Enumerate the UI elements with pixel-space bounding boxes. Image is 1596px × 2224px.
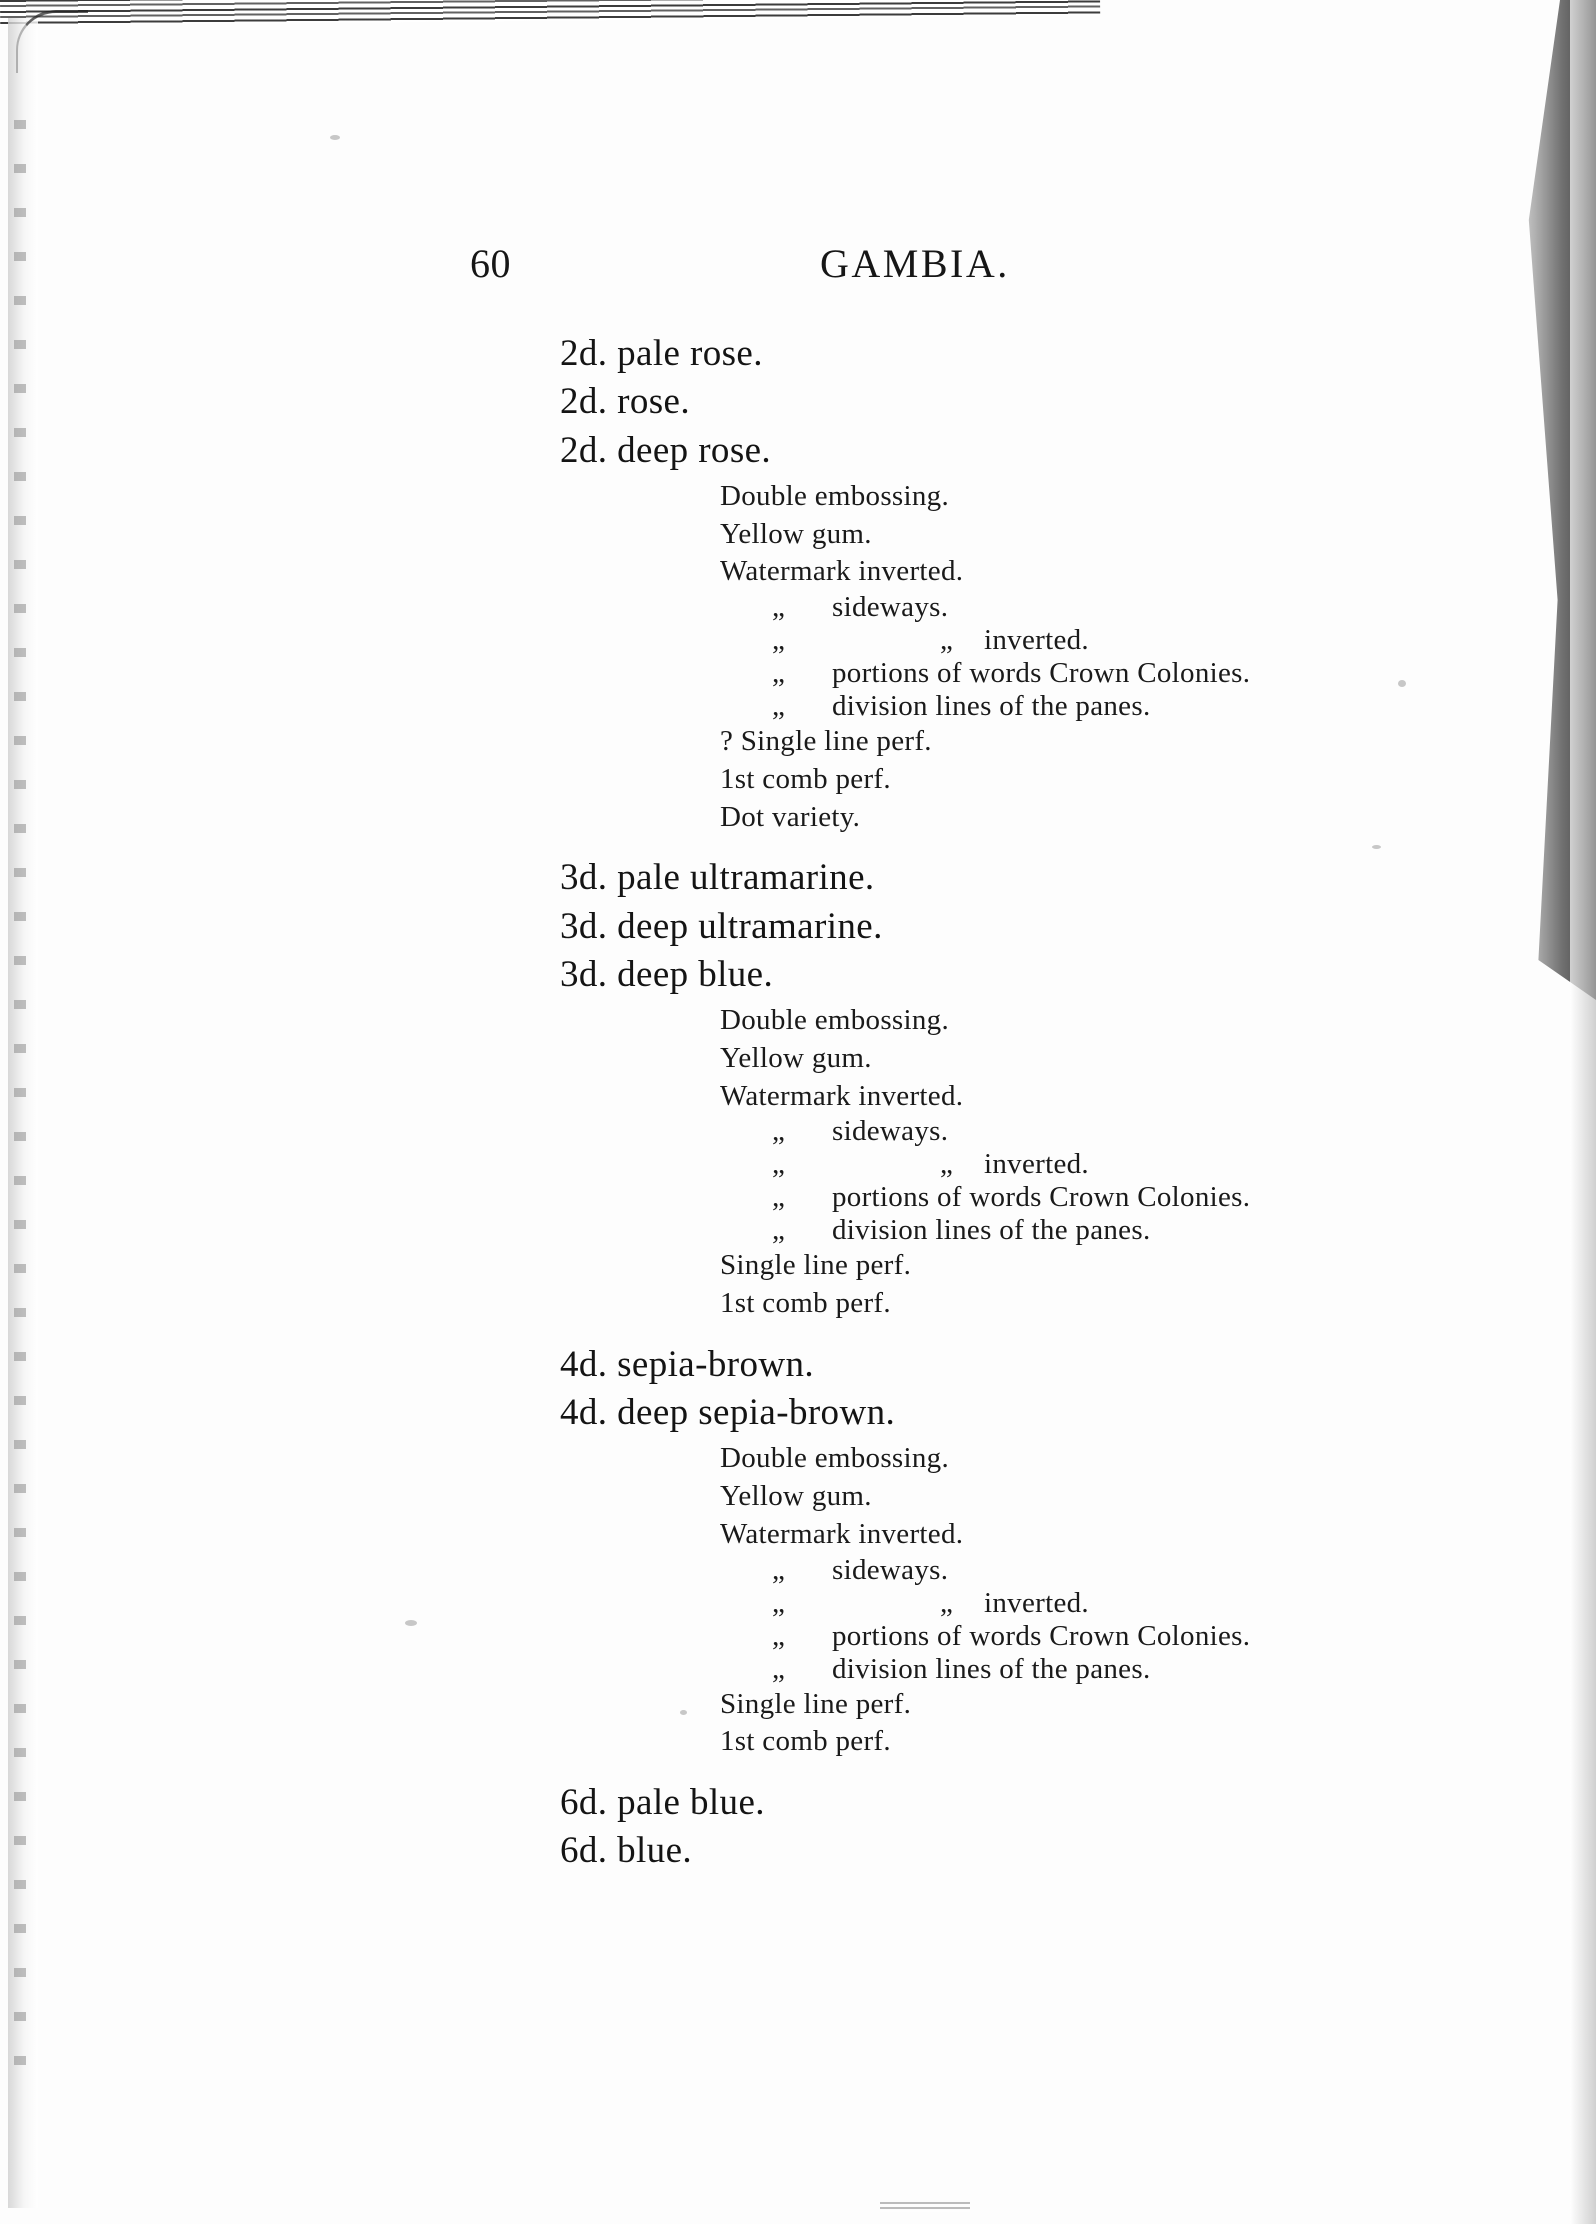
list-item: 4d. sepia-brown.	[560, 1343, 815, 1385]
page-title: GAMBIA.	[820, 241, 1010, 286]
note-text: sideways.	[832, 1553, 949, 1586]
note-item: Double embossing.	[720, 1442, 950, 1475]
note-item: Yellow gum.	[720, 517, 872, 550]
list-item: 2d. deep rose.	[560, 429, 772, 471]
list-item: 3d. deep blue.	[560, 953, 774, 995]
group-notes	[560, 1440, 1460, 1760]
ditto-mark-secondary: „	[940, 624, 953, 657]
ditto-mark: „	[772, 1148, 785, 1181]
note-text: division lines of the panes.	[832, 1214, 1151, 1247]
note-item: Watermark inverted.	[720, 1079, 964, 1112]
note-text: inverted.	[984, 1148, 1089, 1181]
note-item: Watermark inverted.	[720, 555, 964, 588]
note-item-ditto	[720, 690, 1460, 723]
group-headings	[560, 1341, 1460, 1437]
list-item: 2d. rose.	[560, 381, 690, 423]
ditto-mark: „	[772, 1586, 785, 1619]
note-text: inverted.	[984, 624, 1089, 657]
note-item-ditto	[720, 1653, 1460, 1686]
note-item: Double embossing.	[720, 480, 950, 513]
note-item: Watermark inverted.	[720, 1517, 964, 1550]
note-text: portions of words Crown Colonies.	[832, 1619, 1251, 1652]
ditto-mark: „	[772, 1619, 785, 1652]
note-item-ditto	[720, 657, 1460, 690]
list-item: 6d. blue.	[560, 1830, 693, 1872]
note-item-ditto	[720, 1554, 1460, 1587]
ditto-mark: „	[772, 657, 785, 690]
page-number: 60	[470, 241, 511, 286]
note-item-ditto	[720, 1214, 1460, 1247]
ditto-mark: „	[772, 624, 785, 657]
note-item: 1st comb perf.	[720, 1725, 891, 1758]
note-item: 1st comb perf.	[720, 1287, 891, 1320]
ditto-mark: „	[772, 1115, 785, 1148]
note-item-ditto	[720, 1148, 1460, 1181]
listing-group	[560, 330, 1460, 836]
group-headings	[560, 330, 1460, 474]
list-item: 6d. pale blue.	[560, 1781, 765, 1823]
group-headings	[560, 854, 1460, 998]
note-item: Yellow gum.	[720, 1041, 872, 1074]
note-text: sideways.	[832, 591, 949, 624]
note-text: portions of words Crown Colonies.	[832, 657, 1251, 690]
stamp-listing	[560, 330, 1460, 1893]
note-text: sideways.	[832, 1115, 949, 1148]
list-item: 3d. deep ultramarine.	[560, 905, 883, 947]
listing-group	[560, 1779, 1460, 1875]
ditto-mark: „	[772, 1181, 785, 1214]
group-headings	[560, 1779, 1460, 1875]
note-text: division lines of the panes.	[832, 690, 1151, 723]
note-item: Single line perf.	[720, 1687, 912, 1720]
note-item: Dot variety.	[720, 800, 861, 833]
note-text: division lines of the panes.	[832, 1652, 1151, 1685]
note-item-ditto	[720, 1115, 1460, 1148]
ditto-mark: „	[772, 1652, 785, 1685]
note-item: ? Single line perf.	[720, 725, 932, 758]
ditto-mark-secondary: „	[940, 1148, 953, 1181]
ditto-mark: „	[772, 591, 785, 624]
list-item: 4d. deep sepia-brown.	[560, 1392, 896, 1434]
note-text: portions of words Crown Colonies.	[832, 1181, 1251, 1214]
ditto-mark: „	[772, 1553, 785, 1586]
listing-group	[560, 1341, 1460, 1761]
note-item-ditto	[720, 1587, 1460, 1620]
group-notes	[560, 478, 1460, 836]
listing-group	[560, 854, 1460, 1323]
ditto-mark: „	[772, 1214, 785, 1247]
list-item: 3d. pale ultramarine.	[560, 857, 875, 899]
note-item: Single line perf.	[720, 1249, 912, 1282]
note-item: Yellow gum.	[720, 1480, 872, 1513]
note-item-ditto	[720, 1620, 1460, 1653]
note-item-ditto	[720, 1181, 1460, 1214]
ditto-mark-secondary: „	[940, 1586, 953, 1619]
note-text: inverted.	[984, 1586, 1089, 1619]
note-item: Double embossing.	[720, 1004, 950, 1037]
note-item-ditto	[720, 624, 1460, 657]
note-item: 1st comb perf.	[720, 762, 891, 795]
list-item: 2d. pale rose.	[560, 333, 763, 374]
note-item-ditto	[720, 591, 1460, 624]
group-notes	[560, 1002, 1460, 1322]
ditto-mark: „	[772, 690, 785, 723]
